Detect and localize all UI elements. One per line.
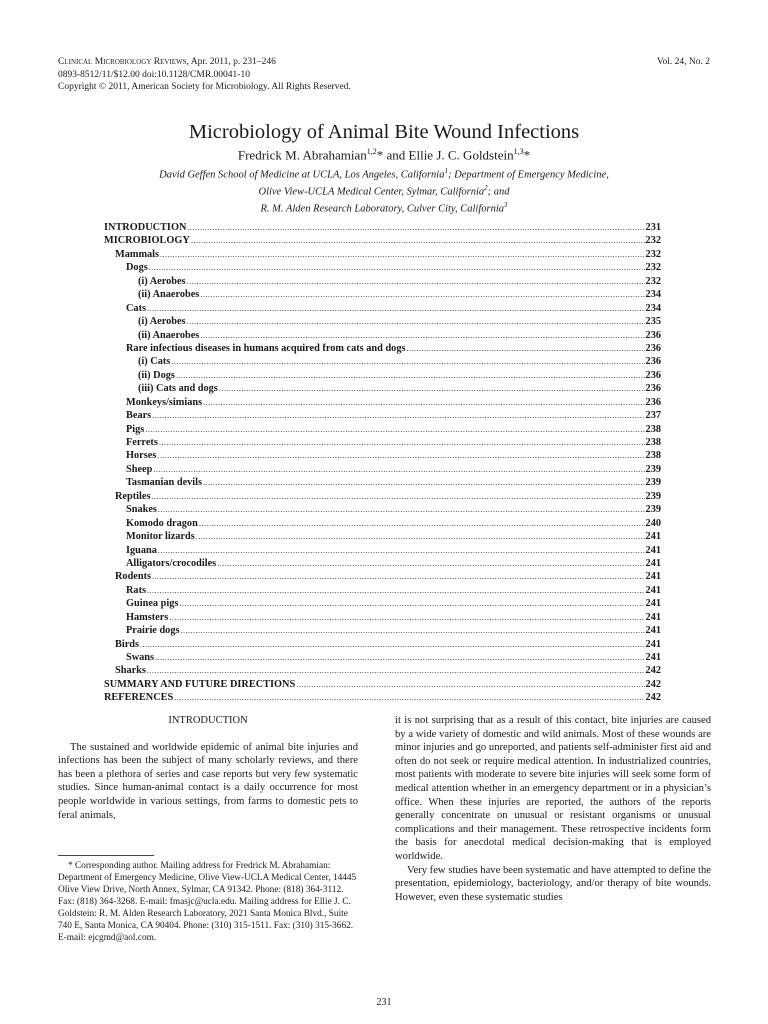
author-1: Fredrick M. Abrahamian xyxy=(237,147,367,163)
toc-label: (iii) Cats and dogs xyxy=(138,383,218,395)
toc-label: Prairie dogs xyxy=(126,625,180,637)
toc-label: (i) Cats xyxy=(138,356,171,368)
toc-entry[interactable] xyxy=(104,652,661,665)
toc-entry[interactable] xyxy=(104,504,661,517)
affiliation-text: ; and xyxy=(487,186,510,198)
table-of-contents xyxy=(104,222,661,706)
toc-entry[interactable] xyxy=(104,303,661,316)
toc-label: Komodo dragon xyxy=(126,517,198,529)
toc-leader xyxy=(160,250,645,259)
toc-label: (ii) Anaerobes xyxy=(138,289,200,301)
toc-label: Pigs xyxy=(126,423,145,435)
toc-leader xyxy=(147,666,645,675)
affiliation-sup: 3 xyxy=(504,201,508,209)
toc-label: Rodents xyxy=(115,571,152,583)
toc-page: 234 xyxy=(645,289,661,301)
toc-page: 241 xyxy=(645,638,661,650)
toc-leader xyxy=(219,384,645,393)
toc-label: Mammals xyxy=(115,248,160,260)
toc-entry[interactable] xyxy=(104,585,661,598)
running-header xyxy=(58,56,351,94)
toc-label: Birds xyxy=(115,638,140,650)
article-title: Microbiology of Animal Bite Wound Infections xyxy=(188,121,580,143)
toc-label: Dogs xyxy=(126,262,148,274)
affiliation-text: R. M. Alden Research Laboratory, Culver City, California xyxy=(260,203,505,215)
toc-entry[interactable] xyxy=(104,518,661,531)
toc-label: Bears xyxy=(126,410,152,422)
toc-page: 239 xyxy=(645,504,661,516)
toc-entry[interactable] xyxy=(104,235,661,248)
toc-label: (ii) Dogs xyxy=(138,369,175,381)
toc-label: Ferrets xyxy=(126,437,158,448)
toc-label: MICROBIOLOGY xyxy=(104,235,190,247)
toc-entry[interactable] xyxy=(104,679,661,692)
toc-page: 241 xyxy=(645,625,661,637)
affiliation-line xyxy=(0,199,768,216)
toc-page: 236 xyxy=(645,369,661,381)
toc-page: 241 xyxy=(645,571,661,583)
toc-leader xyxy=(157,451,644,460)
copyright-line: Copyright © 2011, American Society for Microbiology. All Rights Reserved. xyxy=(58,82,351,92)
toc-leader xyxy=(155,653,645,662)
citation-line xyxy=(58,56,351,69)
toc-leader xyxy=(147,304,645,313)
affiliation-text: ; Department of Emergency Medicine, xyxy=(447,169,609,181)
toc-leader xyxy=(174,693,644,702)
toc-entry[interactable] xyxy=(104,410,661,423)
author-2: Ellie J. C. Goldstein xyxy=(408,147,514,163)
toc-leader xyxy=(296,680,644,689)
toc-label: SUMMARY AND FUTURE DIRECTIONS xyxy=(104,678,296,690)
toc-label: Alligators/crocodiles xyxy=(126,557,217,569)
toc-entry[interactable] xyxy=(104,692,661,705)
affiliation-line xyxy=(0,182,768,199)
affiliation-sup: 1 xyxy=(444,167,448,175)
toc-page: 237 xyxy=(645,410,661,422)
issn-doi-line: 0893-8512/11/$12.00 doi:10.1128/CMR.00041-10 xyxy=(58,69,250,80)
toc-entry[interactable] xyxy=(104,249,661,262)
left-column xyxy=(58,714,358,822)
toc-entry[interactable] xyxy=(104,464,661,477)
affiliation-text: Olive View-UCLA Medical Center, Sylmar, California xyxy=(258,186,485,198)
toc-label: (ii) Anaerobes xyxy=(138,329,200,341)
footnote-divider xyxy=(58,855,154,856)
footnote-text: * Corresponding author. Mailing address for Fredrick M. Abrahamian: Department of Emergency Medicine, Olive View-UCLA Medical Center, 14445 Olive View Drive, North Annex, Sylmar, CA 91342. Phone: (818) 364-3112. Fax: (818) 364-3268. E-mail: fmasjc@ucla.edu. Mailing address for Ellie J. C. Goldstein: R. M. Alden Research Laboratory, 2021 Santa Monica Blvd., Suite 740 E, Santa Monica, CA 90404. Phone: (310) 315-1511. Fax: (310) 315-3662. E-mail: ejcgmd@aol.com. xyxy=(58,861,357,943)
toc-page: 238 xyxy=(645,450,661,462)
toc-leader xyxy=(196,532,645,541)
toc-leader xyxy=(187,277,645,286)
toc-label: Iguana xyxy=(126,544,157,556)
toc-entry[interactable] xyxy=(104,625,661,638)
author-separator: * and xyxy=(376,147,409,163)
volume-label: Vol. 24, No. 2 xyxy=(656,57,710,67)
toc-entry[interactable] xyxy=(104,531,661,544)
toc-label: Swans xyxy=(126,652,155,663)
toc-entry[interactable] xyxy=(104,276,661,289)
toc-label: Monkeys/simians xyxy=(126,396,203,408)
toc-page: 236 xyxy=(645,396,661,408)
toc-page: 236 xyxy=(645,356,661,368)
toc-page: 236 xyxy=(645,342,661,354)
toc-page: 241 xyxy=(645,584,661,596)
toc-page: 240 xyxy=(645,517,661,529)
toc-entry[interactable] xyxy=(104,356,661,369)
toc-leader xyxy=(179,599,644,608)
toc-leader xyxy=(217,559,644,568)
author-1-affil: 1,2 xyxy=(366,147,377,156)
toc-label: Hamsters xyxy=(126,611,169,623)
toc-page: 232 xyxy=(645,262,661,274)
toc-page: 241 xyxy=(645,652,661,663)
toc-page: 232 xyxy=(645,235,661,247)
toc-page: 231 xyxy=(645,222,661,233)
toc-leader xyxy=(158,546,645,555)
toc-label: Cats xyxy=(126,302,147,314)
toc-leader xyxy=(152,411,644,420)
citation-detail: , Apr. 2011, p. 231–246 xyxy=(186,57,276,67)
toc-page: 235 xyxy=(645,316,661,328)
toc-entry[interactable] xyxy=(104,571,661,584)
toc-entry[interactable] xyxy=(104,383,661,396)
toc-leader xyxy=(203,478,645,487)
toc-leader xyxy=(199,519,645,528)
toc-page: 241 xyxy=(645,544,661,556)
affiliations xyxy=(0,165,768,216)
toc-entry[interactable] xyxy=(104,397,661,410)
toc-page: 241 xyxy=(645,531,661,543)
toc-page: 241 xyxy=(645,557,661,569)
toc-label: (i) Aerobes xyxy=(138,275,186,287)
toc-page: 234 xyxy=(645,302,661,314)
body-paragraph: it is not surprising that as a result of this contact, bite injuries are caused by a wide variety of domestic and wild animals. Most of these wounds are minor injuries and go unreported, and patients self-administer first aid and often do not seek or require medical attention. In industrialized countries, most patients with moderate to severe bite injuries will seek some form of medical attention whether in an emergency department or in a physician’s office. When these injuries are reported, the authors of the reports generally concentrate on unusual or resistant organisms or unusual complications and their management. These retrospective incidents form the basis for anecdotal medical decision-making that is employed worldwide. xyxy=(395,715,711,862)
section-heading: INTRODUCTION xyxy=(168,715,248,726)
toc-entry[interactable] xyxy=(104,450,661,463)
toc-entry[interactable] xyxy=(104,491,661,504)
toc-label: Monitor lizards xyxy=(126,531,195,543)
toc-label: Reptiles xyxy=(115,490,151,502)
toc-leader xyxy=(145,425,644,434)
toc-entry[interactable] xyxy=(104,222,661,235)
toc-label: Guinea pigs xyxy=(126,598,179,610)
toc-entry[interactable] xyxy=(104,316,661,329)
toc-leader xyxy=(187,223,644,232)
toc-page: 239 xyxy=(645,490,661,502)
toc-entry[interactable] xyxy=(104,558,661,571)
affiliation-text: David Geffen School of Medicine at UCLA, Los Angeles, California xyxy=(159,169,445,181)
affiliation-sup: 2 xyxy=(484,184,488,192)
toc-label: Snakes xyxy=(126,504,157,516)
toc-entry[interactable] xyxy=(104,437,661,450)
toc-leader xyxy=(140,640,645,649)
body-paragraph: Very few studies have been systematic and have attempted to define the presentation, epidemiology, bacteriology, and/or therapy of bite wounds. However, even these systematic studies xyxy=(395,864,711,903)
toc-entry[interactable] xyxy=(104,598,661,611)
toc-label: INTRODUCTION xyxy=(104,222,187,233)
author-2-mark: * xyxy=(523,147,531,163)
toc-page: 238 xyxy=(645,423,661,435)
toc-page: 241 xyxy=(645,598,661,610)
affiliation-line xyxy=(0,165,768,182)
toc-entry[interactable] xyxy=(104,545,661,558)
toc-page: 232 xyxy=(645,248,661,260)
right-column xyxy=(395,714,711,904)
toc-entry[interactable] xyxy=(104,424,661,437)
toc-entry[interactable] xyxy=(104,612,661,625)
toc-page: 236 xyxy=(645,383,661,395)
toc-label: (i) Aerobes xyxy=(138,316,186,328)
toc-leader xyxy=(149,263,645,272)
page-number: 231 xyxy=(376,997,392,1008)
toc-page: 242 xyxy=(645,665,661,677)
toc-entry[interactable] xyxy=(104,330,661,343)
toc-page: 236 xyxy=(645,329,661,341)
toc-leader xyxy=(151,492,644,501)
toc-entry[interactable] xyxy=(104,370,661,383)
toc-entry[interactable] xyxy=(104,639,661,652)
toc-label: REFERENCES xyxy=(104,692,174,704)
toc-leader xyxy=(176,371,645,380)
toc-leader xyxy=(187,317,645,326)
toc-entry[interactable] xyxy=(104,665,661,678)
toc-page: 238 xyxy=(645,437,661,448)
toc-page: 239 xyxy=(645,477,661,489)
toc-leader xyxy=(153,465,644,474)
toc-label: Sharks xyxy=(115,665,146,677)
toc-entry[interactable] xyxy=(104,289,661,302)
toc-leader xyxy=(406,344,644,353)
toc-label: Tasmanian devils xyxy=(126,477,203,489)
toc-entry[interactable] xyxy=(104,262,661,275)
toc-page: 242 xyxy=(645,678,661,690)
toc-leader xyxy=(200,331,644,340)
toc-leader xyxy=(158,505,645,514)
toc-page: 242 xyxy=(645,692,661,704)
footnote xyxy=(58,855,358,944)
body-paragraph: The sustained and worldwide epidemic of animal bite injuries and infections has been the subject of many scholarly reviews, and there has been a plethora of series and case reports but very few systematic studies. Since human-animal contact is a daily occurrence for most people worldwide in various settings, from farms to domestic pets to feral animals, xyxy=(58,741,358,821)
toc-label: Rats xyxy=(126,584,147,596)
toc-leader xyxy=(200,290,644,299)
toc-leader xyxy=(169,613,644,622)
toc-page: 241 xyxy=(645,611,661,623)
toc-label: Sheep xyxy=(126,463,153,475)
toc-label: Rare infectious diseases in humans acquired from cats and dogs xyxy=(126,342,406,354)
toc-leader xyxy=(152,572,645,581)
toc-leader xyxy=(203,398,644,407)
toc-label: Horses xyxy=(126,450,157,462)
toc-leader xyxy=(180,626,644,635)
toc-entry[interactable] xyxy=(104,477,661,490)
toc-leader xyxy=(191,236,645,245)
toc-page: 232 xyxy=(645,275,661,287)
journal-name: Clinical Microbiology Reviews xyxy=(58,57,187,67)
toc-page: 239 xyxy=(645,463,661,475)
author-2-affil: 1,3 xyxy=(513,147,524,156)
toc-leader xyxy=(159,438,645,447)
toc-entry[interactable] xyxy=(104,343,661,356)
toc-leader xyxy=(147,586,645,595)
author-line xyxy=(0,144,768,163)
toc-leader xyxy=(171,357,644,366)
